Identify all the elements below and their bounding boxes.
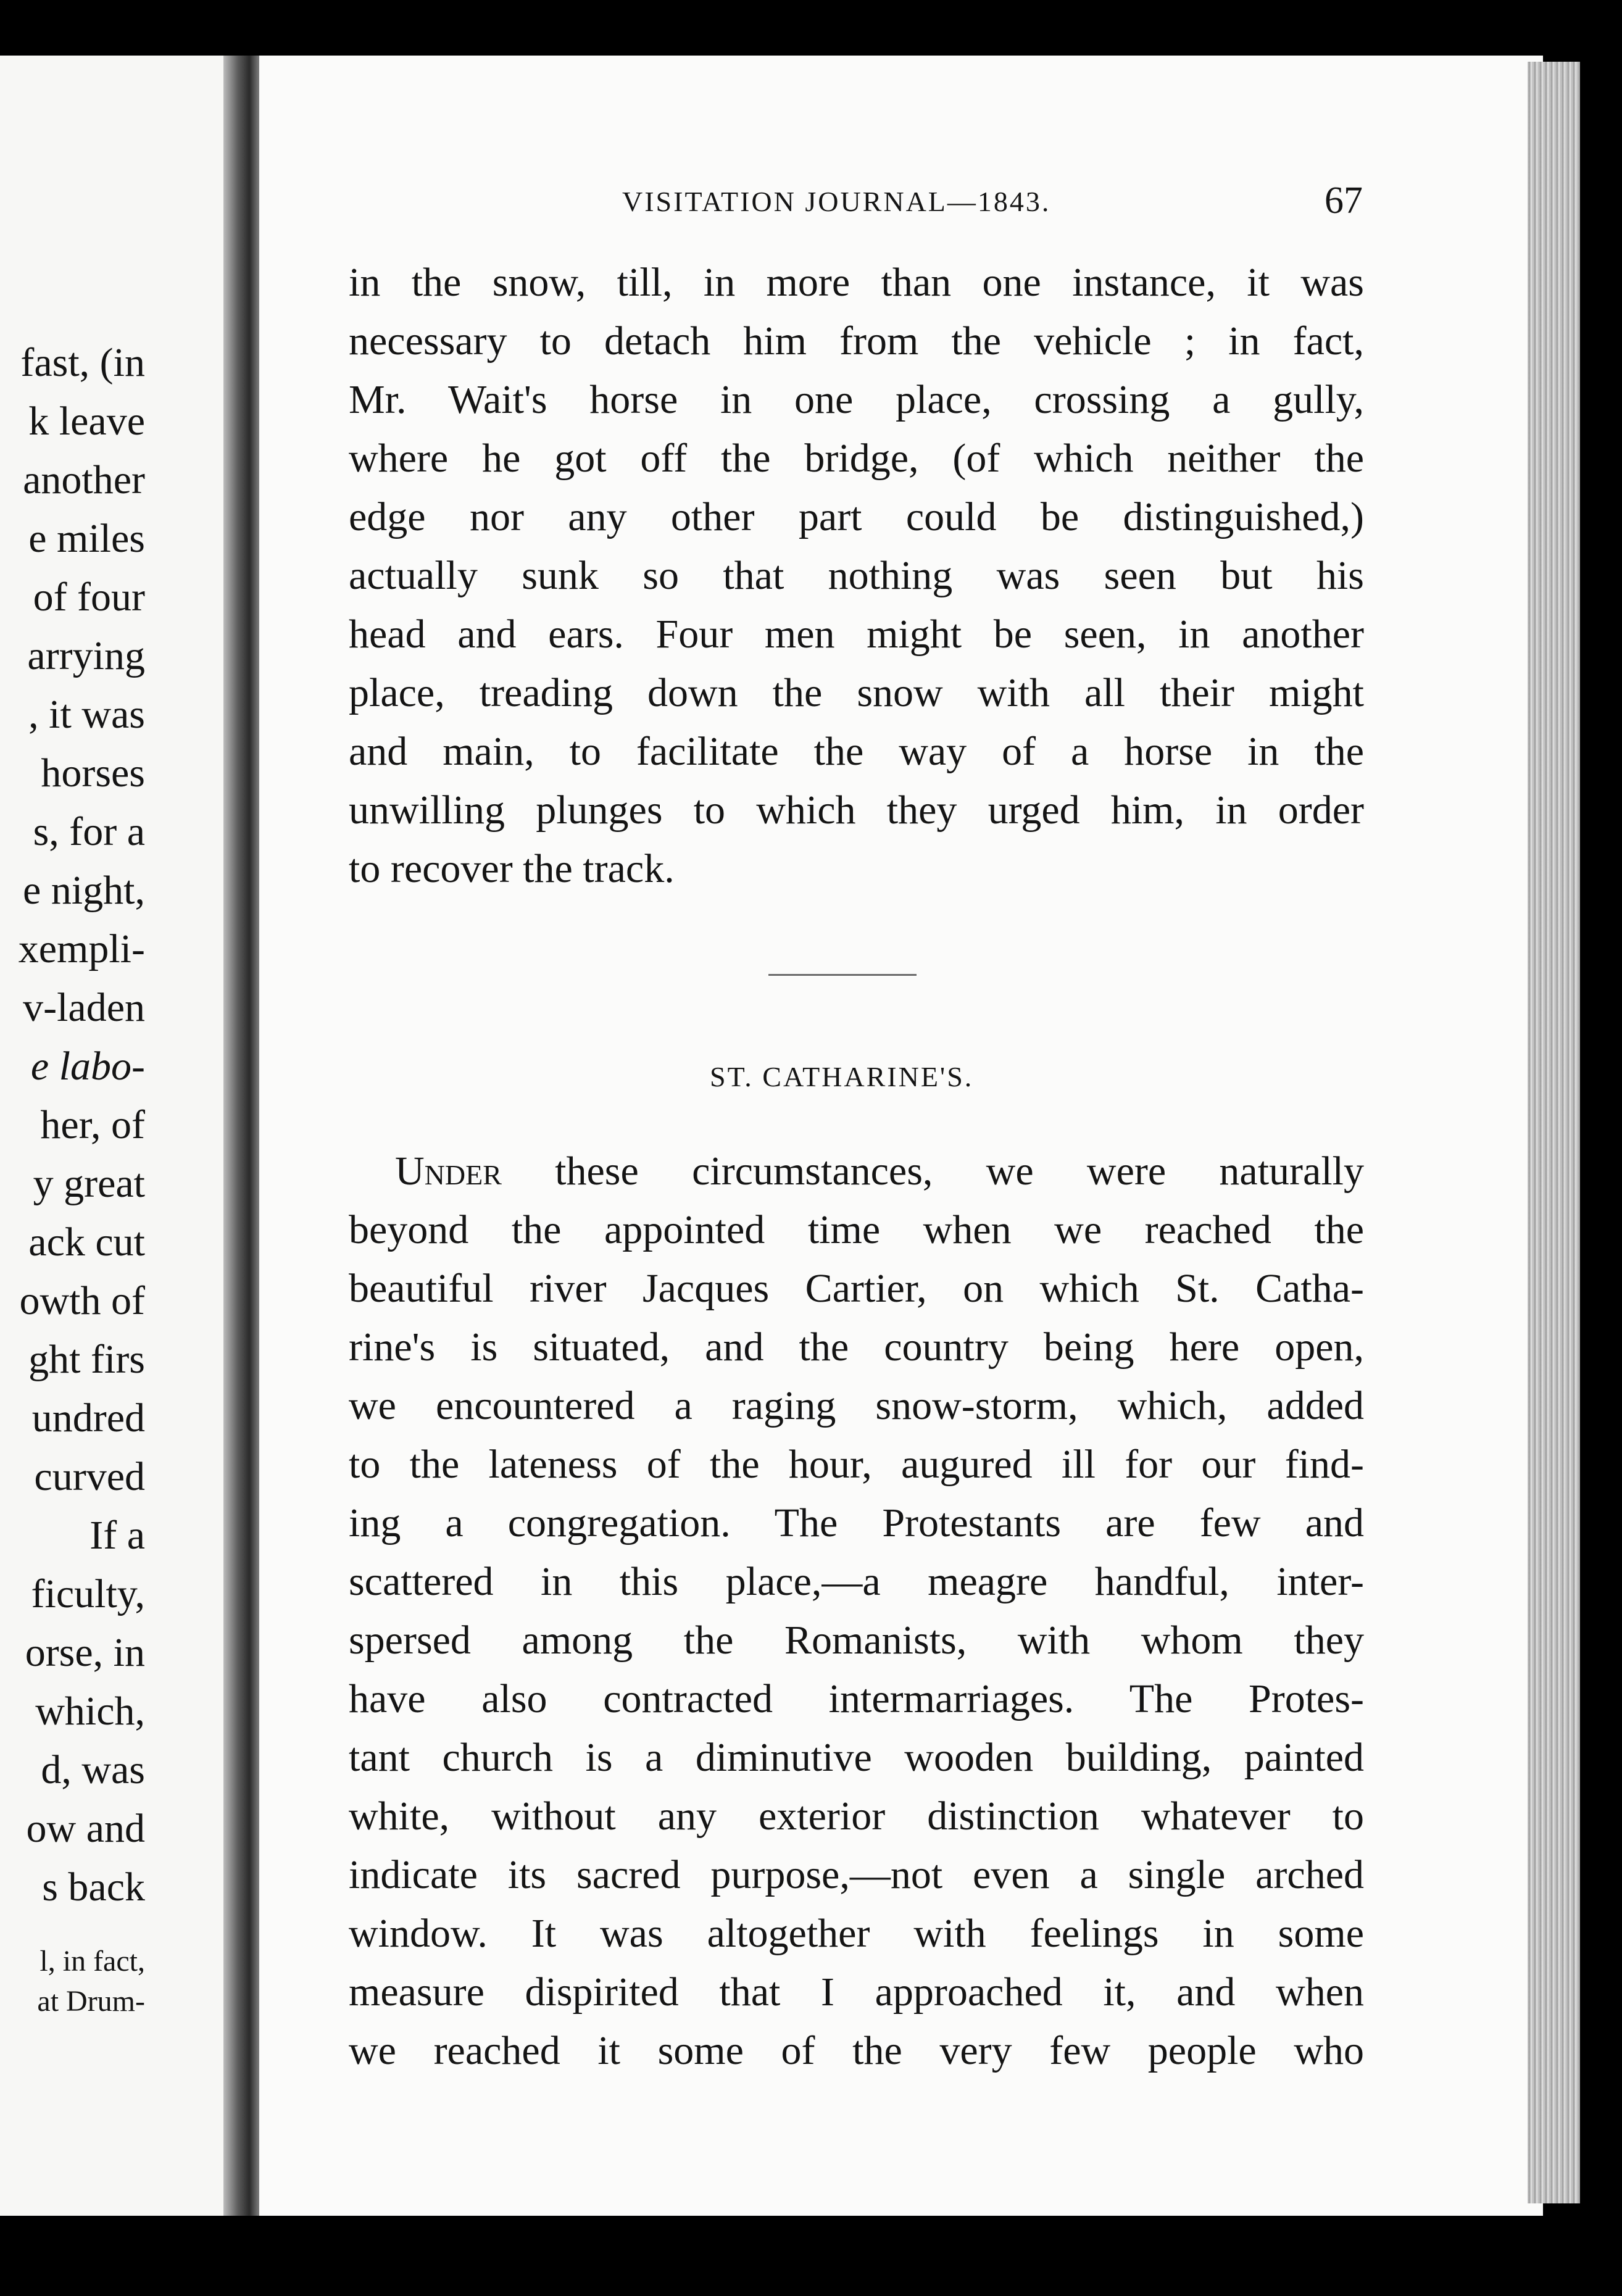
left-page-line: undred	[31, 1395, 145, 1441]
text-line: beyond the appointed time when we reached the	[349, 1207, 1364, 1252]
left-page-line: ght firs	[28, 1337, 145, 1382]
page-edge	[1528, 62, 1580, 2203]
left-page-line: owth of	[19, 1278, 145, 1323]
left-page-line: ow and	[26, 1806, 145, 1851]
left-page-line: orse, in	[25, 1630, 145, 1675]
text-line: scattered in this place,—a meagre handful, inter-	[349, 1559, 1364, 1604]
book-gutter	[223, 56, 260, 2216]
text-line: head and ears. Four men might be seen, in another	[349, 612, 1364, 657]
left-page-line: y great	[33, 1161, 145, 1206]
text-line: necessary to detach him from the vehicle ; in fact,	[349, 318, 1364, 364]
left-page-line: horses	[41, 751, 145, 796]
text-line: in the snow, till, in more than one instance, it was	[349, 260, 1364, 305]
left-page-line: curved	[34, 1454, 145, 1499]
left-page-line: her, of	[40, 1102, 145, 1147]
previous-page	[0, 56, 238, 2216]
left-page-line: which,	[35, 1689, 145, 1734]
left-page-line: xempli-	[18, 926, 145, 971]
text-line: unwilling plunges to which they urged him, in order	[349, 788, 1364, 833]
left-page-line: v-laden	[23, 985, 145, 1030]
left-page-line: , it was	[28, 692, 145, 737]
text-line: place, treading down the snow with all their might	[349, 670, 1364, 715]
section-heading: ST. CATHARINE'S.	[710, 1061, 974, 1092]
text-line: beautiful river Jacques Cartier, on which St. Catha-	[349, 1266, 1364, 1311]
running-title: VISITATION JOURNAL—1843.	[622, 186, 1051, 217]
text-line: edge nor any other part could be distinguished,)	[349, 494, 1364, 539]
left-page-footnote-line: at Drum-	[37, 1985, 145, 2018]
left-page-line: arrying	[27, 633, 145, 678]
text-line: window. It was altogether with feelings in some	[349, 1911, 1364, 1956]
text-line: and main, to facilitate the way of a horse in the	[349, 729, 1364, 774]
left-page-line: e labo-	[30, 1044, 145, 1089]
section-first-word: Under	[395, 1149, 502, 1194]
text-line: Mr. Wait's horse in one place, crossing a gully,	[349, 377, 1364, 422]
text-line: actually sunk so that nothing was seen but his	[349, 553, 1364, 598]
text-line-rest: these circumstances, we were naturally	[501, 1149, 1364, 1194]
text-line: white, without any exterior distinction whatever to	[349, 1794, 1364, 1839]
text-line: we encountered a raging snow-storm, which, added	[349, 1383, 1364, 1428]
text-line: we reached it some of the very few people who	[349, 2028, 1364, 2073]
text-line: indicate its sacred purpose,—not even a single arched	[349, 1852, 1364, 1897]
text-line: spersed among the Romanists, with whom they	[349, 1618, 1364, 1663]
left-page-line: e night,	[23, 868, 145, 913]
left-page-line: If a	[89, 1513, 145, 1558]
left-page-line: s, for a	[33, 809, 145, 854]
text-line: have also contracted intermarriages. The Protes-	[349, 1676, 1364, 1721]
page-header	[622, 179, 1363, 228]
left-page-footnote-line: l, in fact,	[40, 1945, 145, 1978]
text-line: to the lateness of the hour, augured ill for our find-	[349, 1442, 1364, 1487]
text-line: rine's is situated, and the country being here open,	[349, 1325, 1364, 1370]
page-number: 67	[1325, 180, 1363, 222]
section-divider	[768, 974, 917, 976]
left-page-line: another	[23, 457, 145, 502]
left-page-line: of four	[33, 575, 145, 620]
text-line: ing a congregation. The Protestants are few and	[349, 1500, 1364, 1545]
left-page-line: s back	[42, 1865, 145, 1910]
text-line: to recover the track.	[349, 846, 675, 891]
left-page-line: d, was	[41, 1747, 145, 1792]
left-page-line: fast, (in	[20, 340, 145, 385]
left-page-line: k leave	[28, 399, 145, 444]
text-line	[395, 1151, 1364, 1192]
text-line: tant church is a diminutive wooden building, painted	[349, 1735, 1364, 1780]
text-line: measure dispirited that I approached it, and when	[349, 1969, 1364, 2015]
text-line: where he got off the bridge, (of which neither the	[349, 436, 1364, 481]
left-page-line: ficulty,	[31, 1571, 145, 1616]
left-page-line: e miles	[28, 516, 145, 561]
left-page-line: ack cut	[28, 1220, 145, 1265]
